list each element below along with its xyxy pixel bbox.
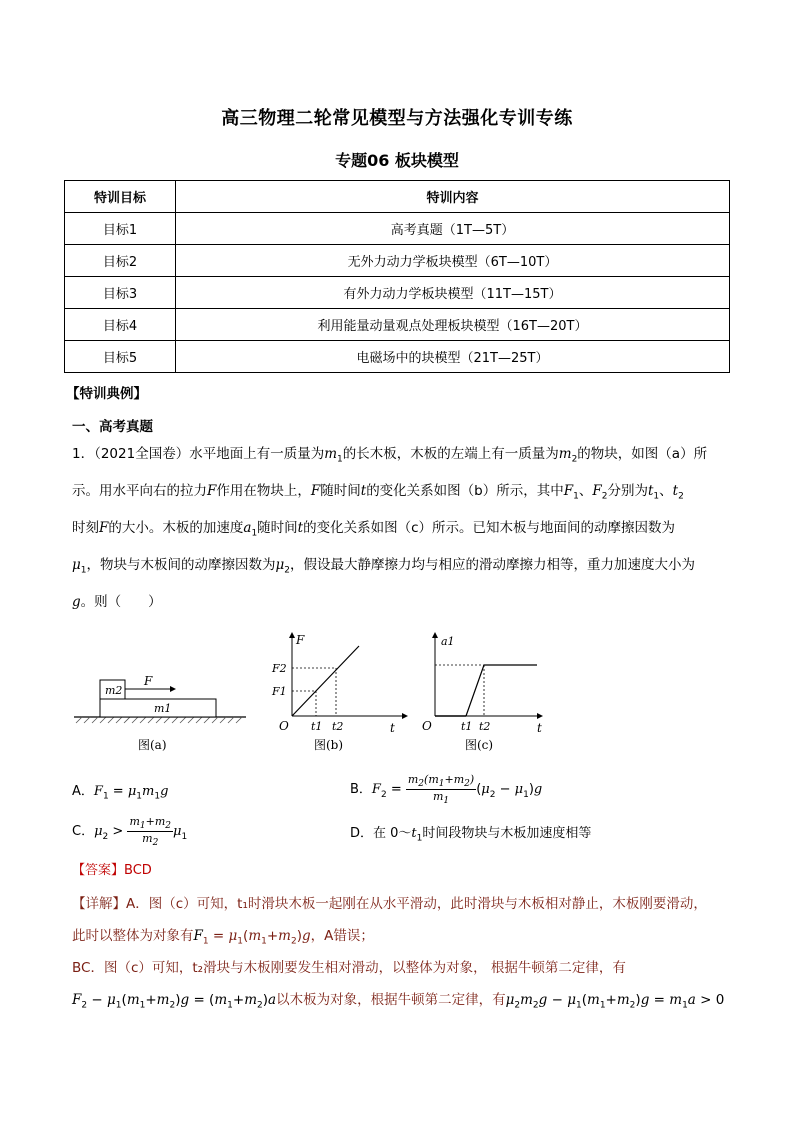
- option-d[interactable]: D．在 $0\sim t_1$时间段物块与木板加速度相等: [350, 826, 592, 844]
- table-cell: 有外力动力学板块模型（11T—15T）: [176, 277, 730, 309]
- y-axis-label: a1: [441, 635, 455, 648]
- table-row: [65, 309, 730, 341]
- table-cell: 目标1: [65, 213, 176, 245]
- force-line: [292, 646, 359, 716]
- axis-arrow-icon: [537, 713, 543, 719]
- detail-line: $F_2 - \mu_1(m_1+m_2)g = (m_1+m_2)a$以木板为对象，根据牛顿第二定律，有$\mu_2m_2g - \mu_1(m_1+m_2)g = m_1a > 0$: [72, 992, 725, 1011]
- header-cell: 特训目标: [65, 181, 176, 213]
- document-title: 高三物理二轮常见模型与方法强化专训专练: [221, 108, 573, 129]
- section-gaokao: 一、高考真题: [72, 419, 153, 435]
- axis-arrow-icon: [432, 632, 438, 638]
- table-row: [65, 245, 730, 277]
- y-tick-label: F1: [272, 685, 287, 698]
- target-table: [64, 180, 730, 373]
- figure-caption: 图(a): [138, 738, 167, 752]
- table-cell: 目标4: [65, 309, 176, 341]
- option-b[interactable]: B．$F_2$ = $\frac{m_2(m_1+m_2)}{m_1}$ $(\mu_2 - \mu_1)g$: [350, 773, 543, 807]
- figure-b: [262, 632, 412, 757]
- table-cell: 电磁场中的块模型（21T—25T）: [176, 341, 730, 373]
- figure-c: [413, 632, 553, 757]
- answer-label: 【答案】BCD: [72, 863, 152, 878]
- x-tick-label: t1: [311, 720, 323, 733]
- x-tick-label: t2: [479, 720, 491, 733]
- question-line: 时刻F的大小。木板的加速度$a_1$随时间t的变化关系如图（c）所示。已知木板与地面间的动摩擦因数为: [72, 520, 676, 539]
- x-axis-label: t: [537, 721, 542, 735]
- section-examples: 【特训典例】: [66, 386, 147, 402]
- question-line: $\mu_1$，物块与木板间的动摩擦因数为$\mu_2$，假设最大静摩擦力均与相应的滑动摩擦力相等，重力加速度大小为: [72, 557, 696, 576]
- figure-caption: 图(c): [465, 738, 494, 752]
- detail-line: BC．图（c）可知，t₂滑块与木板刚要发生相对滑动，以整体为对象， 根据牛顿第二定律，有: [72, 960, 626, 976]
- header-cell: 特训内容: [176, 181, 730, 213]
- option-a[interactable]: A．$F_1 = \mu_1m_1g$: [72, 784, 169, 802]
- table-row: [65, 277, 730, 309]
- x-tick-label: t2: [332, 720, 344, 733]
- table-cell: 目标5: [65, 341, 176, 373]
- figure-caption: 图(b): [314, 738, 344, 752]
- origin-label: O: [422, 719, 432, 733]
- question-line: g。则（ ）: [72, 594, 162, 610]
- table-cell: 利用能量动量观点处理板块模型（16T—20T）: [176, 309, 730, 341]
- detail-line: 此时以整体为对象有$F_1 = \mu_1(m_1+m_2)g$，A错误；: [72, 928, 374, 947]
- block-label: m2: [105, 684, 123, 697]
- board-label: m1: [154, 702, 172, 715]
- table-cell: 目标3: [65, 277, 176, 309]
- y-axis-label: F: [296, 633, 305, 647]
- y-tick-label: F2: [272, 662, 287, 675]
- origin-label: O: [279, 719, 289, 733]
- table-row: [65, 213, 730, 245]
- question-line: 示。用水平向右的拉力F作用在物块上，F随时间t的变化关系如图（b）所示，其中$F_1$、$F_2$分别为$t_1$、$t_2$: [72, 483, 684, 502]
- axis-arrow-icon: [402, 713, 408, 719]
- x-tick-label: t1: [461, 720, 473, 733]
- force-label: F: [144, 674, 153, 688]
- x-axis-label: t: [390, 721, 395, 735]
- detail-line: 【详解】A．图（c）可知，t₁时滑块木板一起刚在从水平滑动，此时滑块与木板相对静止，木板刚要滑动，: [72, 896, 707, 912]
- document-subtitle: 专题06 板块模型: [335, 151, 459, 170]
- table-cell: 高考真题（1T—5T）: [176, 213, 730, 245]
- question-line: 1．（2021全国卷）水平地面上有一质量为$m_1$的长木板，木板的左端上有一质量为$m_2$的物块，如图（a）所: [72, 446, 708, 465]
- table-row: [65, 341, 730, 373]
- arrow-icon: [170, 686, 176, 692]
- option-c[interactable]: C．$\mu_2$ > $\frac{m_1+m_2}{m_2}$ $\mu_1$: [72, 815, 188, 849]
- table-cell: 无外力动力学板块模型（6T—10T）: [176, 245, 730, 277]
- question-text: [72, 436, 732, 621]
- target-table-header: [65, 181, 730, 213]
- figure-a: [70, 660, 250, 760]
- acceleration-line: [466, 665, 484, 716]
- table-cell: 目标2: [65, 245, 176, 277]
- axis-arrow-icon: [289, 632, 295, 638]
